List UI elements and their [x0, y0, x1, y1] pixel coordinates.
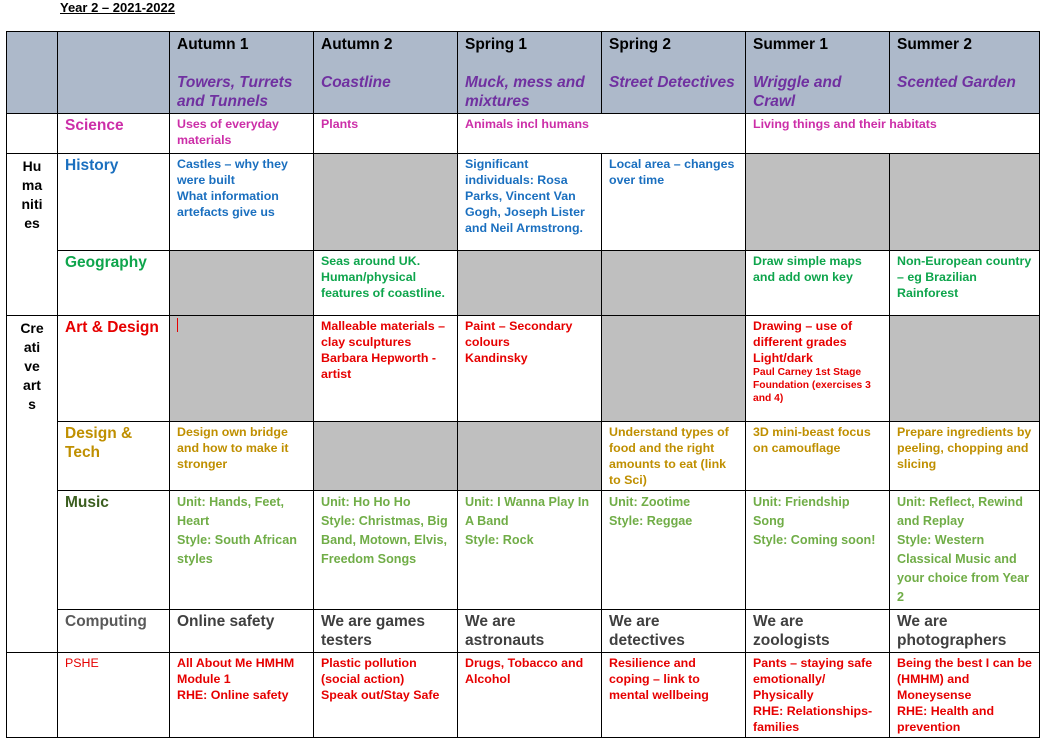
group-creative-arts — [7, 316, 58, 653]
dt-summer2: Prepare ingredients by peeling, chopping and slicing — [890, 422, 1040, 491]
cell-line: Malleable materials – clay sculptures — [321, 319, 445, 349]
cell-line: Resilience and coping – link to mental wellbeing — [609, 656, 709, 702]
subject-computing: Computing — [58, 610, 170, 653]
computing-spring2: We are detectives — [602, 610, 746, 653]
science-group-cell — [7, 114, 58, 154]
cell-line: Being the best I can be (HMHM) and Moneysense — [897, 656, 1032, 702]
cell-line: Kandinsky — [465, 351, 528, 365]
dt-spring1-empty — [458, 422, 602, 491]
term-topic: Muck, mess and mixtures — [465, 74, 585, 110]
computing-autumn1: Online safety — [170, 610, 314, 653]
term-name: Summer 1 — [753, 36, 828, 53]
cell-line: Plastic pollution (social action) — [321, 656, 417, 686]
history-spring1: Significant individuals: Rosa Parks, Vincent Van Gogh, Joseph Lister and Neil Armstrong. — [458, 154, 602, 251]
cell-line: RHE: Relationships-families — [753, 704, 873, 734]
computing-summer1: We are zoologists — [746, 610, 890, 653]
music-autumn1 — [170, 491, 314, 610]
subject-art-design: Art & Design — [58, 316, 170, 422]
cell-line: Drugs, Tobacco and Alcohol — [465, 656, 584, 686]
curriculum-table — [6, 31, 1040, 738]
art-spring2-empty — [602, 316, 746, 422]
dt-summer1: 3D mini-beast focus on camouflage — [746, 422, 890, 491]
pshe-group-cell — [7, 653, 58, 738]
group-humanities — [7, 154, 58, 316]
cell-line: Drawing – use of different grades — [753, 319, 853, 349]
music-spring1 — [458, 491, 602, 610]
header-blank-1 — [7, 32, 58, 114]
geography-autumn1-empty — [170, 251, 314, 316]
term-name: Autumn 2 — [321, 36, 393, 53]
computing-spring1: We are astronauts — [458, 610, 602, 653]
pshe-autumn2 — [314, 653, 458, 738]
header-autumn1 — [170, 32, 314, 114]
subject-design-tech: Design & Tech — [58, 422, 170, 491]
term-topic: Scented Garden — [897, 74, 1016, 91]
cell-line: Unit: Ho Ho Ho — [321, 495, 411, 509]
history-autumn1 — [170, 154, 314, 251]
art-summer1 — [746, 316, 890, 422]
cell-line: All About Me HMHM Module 1 — [177, 656, 295, 686]
art-summer2-empty — [890, 316, 1040, 422]
pshe-autumn1 — [170, 653, 314, 738]
subject-history: History — [58, 154, 170, 251]
pshe-spring1 — [458, 653, 602, 738]
geography-summer2: Non-European country – eg Brazilian Rainforest — [890, 251, 1040, 316]
music-summer2 — [890, 491, 1040, 610]
cell-line: Speak out/Stay Safe — [321, 688, 440, 702]
term-topic: Wriggle and Crawl — [753, 74, 842, 110]
dt-autumn1: Design own bridge and how to make it stronger — [170, 422, 314, 491]
science-summer: Living things and their habitats — [746, 114, 1040, 154]
header-summer2 — [890, 32, 1040, 114]
history-summer2-empty — [890, 154, 1040, 251]
cell-note: Paul Carney 1st Stage Foundation (exercises 3 and 4) — [753, 367, 871, 404]
pshe-summer2 — [890, 653, 1040, 738]
header-blank-2 — [58, 32, 170, 114]
term-topic: Street Detectives — [609, 74, 735, 91]
cell-line: Light/dark — [753, 351, 813, 365]
cell-line: RHE: Online safety — [177, 688, 289, 702]
cell-line: Castles – why they were built — [177, 157, 288, 187]
header-autumn2 — [314, 32, 458, 114]
term-name: Spring 2 — [609, 36, 672, 53]
history-spring2: Local area – changes over time — [602, 154, 746, 251]
page-title: Year 2 – 2021-2022 — [60, 0, 175, 15]
term-topic: Towers, Turrets and Tunnels — [177, 74, 293, 110]
dt-autumn2-empty — [314, 422, 458, 491]
header-spring1 — [458, 32, 602, 114]
subject-science: Science — [58, 114, 170, 154]
science-autumn2: Plants — [314, 114, 458, 154]
cell-line: Unit: Hands, Feet, Heart — [177, 495, 285, 528]
cell-line: Style: Christmas, Big Band, Motown, Elvis, Freedom Songs — [321, 514, 448, 566]
cell-line: Unit: Reflect, Rewind and Replay — [897, 495, 1023, 528]
term-name: Summer 2 — [897, 36, 972, 53]
art-spring1 — [458, 316, 602, 422]
term-name: Spring 1 — [465, 36, 528, 53]
term-name: Autumn 1 — [177, 36, 249, 53]
group-label: Humanities — [21, 158, 43, 231]
cell-line: Unit: Zootime — [609, 495, 691, 509]
term-topic: Coastline — [321, 74, 391, 91]
geography-autumn2: Seas around UK. Human/physical features of coastline. — [314, 251, 458, 316]
subject-geography: Geography — [58, 251, 170, 316]
header-spring2 — [602, 32, 746, 114]
music-autumn2 — [314, 491, 458, 610]
subject-pshe: PSHE — [58, 653, 170, 738]
art-autumn1-empty — [170, 316, 314, 422]
geography-spring1-empty — [458, 251, 602, 316]
science-autumn1: Uses of everyday materials — [170, 114, 314, 154]
cell-line: Barbara Hepworth - artist — [321, 351, 436, 381]
cell-line: Unit: I Wanna Play In A Band — [465, 495, 590, 528]
cell-line: Style: South African styles — [177, 533, 297, 566]
cell-line: Unit: Friendship Song — [753, 495, 850, 528]
pshe-spring2 — [602, 653, 746, 738]
cell-line: What information artefacts give us — [177, 189, 279, 219]
cell-line: Style: Coming soon! — [753, 533, 876, 547]
cell-line: Style: Rock — [465, 533, 534, 547]
text-cursor — [177, 318, 178, 332]
art-autumn2 — [314, 316, 458, 422]
history-summer1-empty — [746, 154, 890, 251]
music-summer1 — [746, 491, 890, 610]
science-spring: Animals incl humans — [458, 114, 746, 154]
cell-line: Paint – Secondary colours — [465, 319, 573, 349]
geography-spring2-empty — [602, 251, 746, 316]
cell-line: Style: Western Classical Music and your choice from Year 2 — [897, 533, 1030, 604]
cell-line: Pants – staying safe emotionally/ Physically — [753, 656, 873, 702]
pshe-summer1 — [746, 653, 890, 738]
subject-music: Music — [58, 491, 170, 610]
cell-line: RHE: Health and prevention — [897, 704, 995, 734]
header-summer1 — [746, 32, 890, 114]
cell-line: Style: Reggae — [609, 514, 693, 528]
geography-summer1: Draw simple maps and add own key — [746, 251, 890, 316]
dt-spring2: Understand types of food and the right amounts to eat (link to Sci) — [602, 422, 746, 491]
group-label: Creative arts — [20, 320, 44, 412]
computing-summer2: We are photographers — [890, 610, 1040, 653]
music-spring2 — [602, 491, 746, 610]
computing-autumn2: We are games testers — [314, 610, 458, 653]
history-autumn2-empty — [314, 154, 458, 251]
